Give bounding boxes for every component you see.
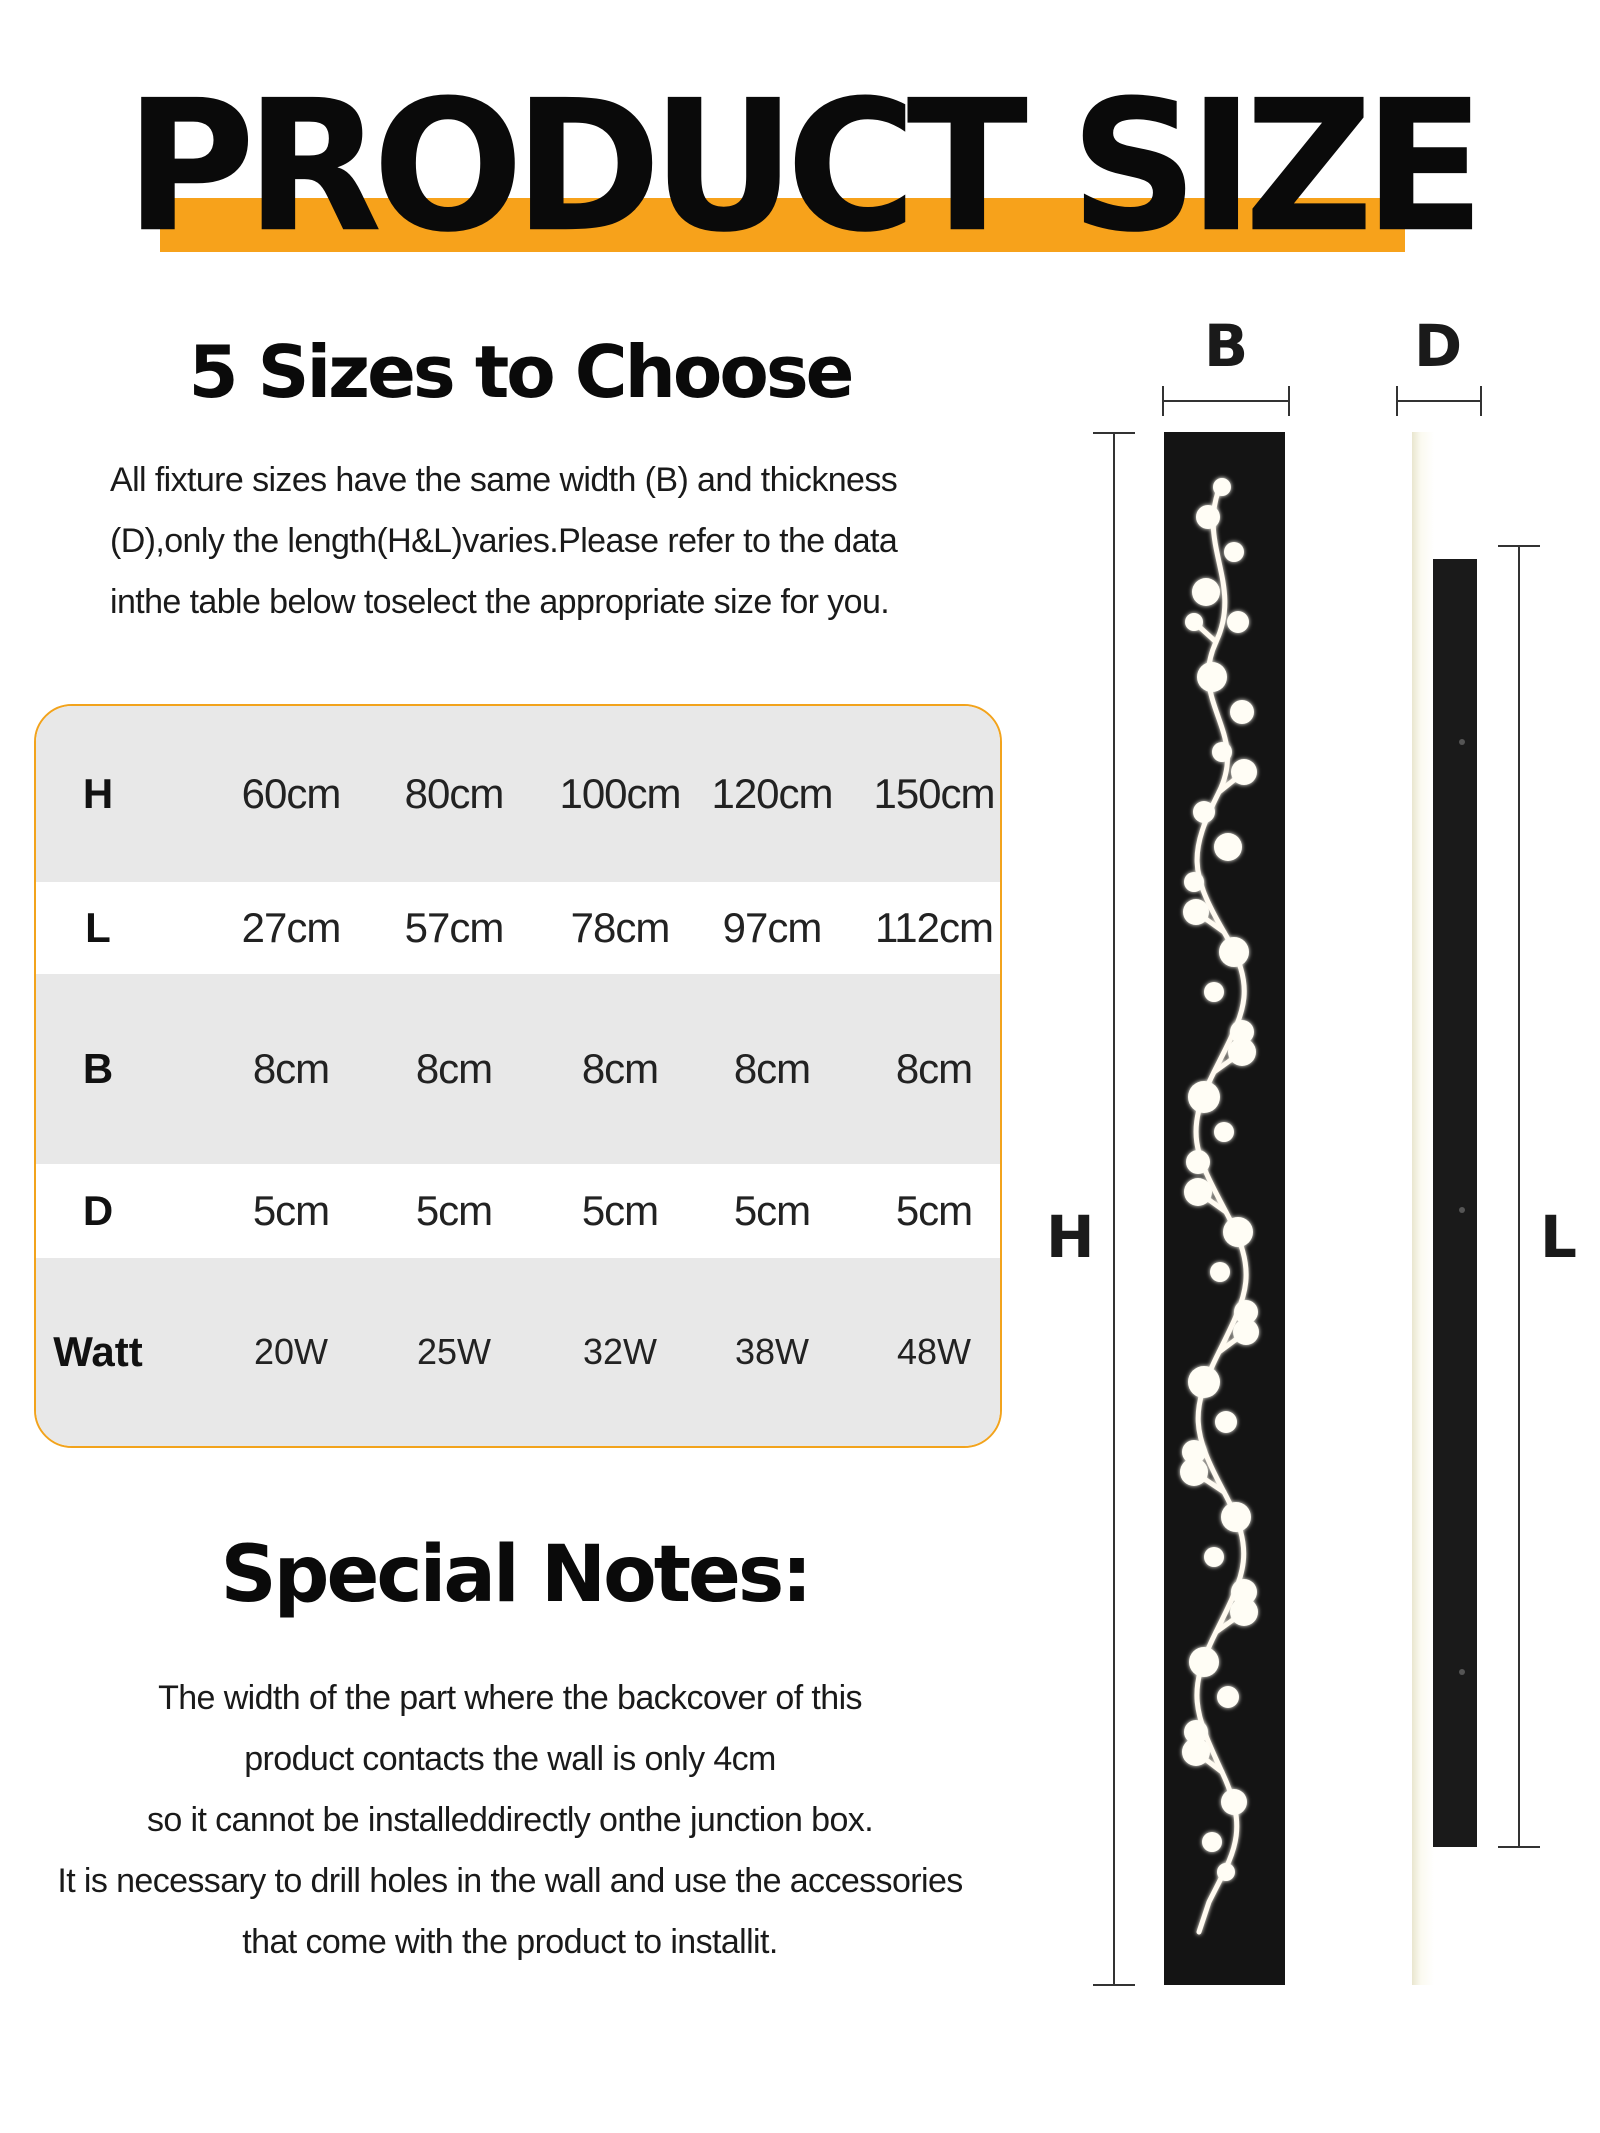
table-row-d — [36, 1164, 1000, 1258]
table-cell: 120cm — [711, 770, 833, 817]
table-cell: 112cm — [875, 904, 993, 951]
width-dimension-tick — [1162, 386, 1164, 416]
size-table — [34, 704, 1002, 1448]
height-label: H — [1046, 1203, 1095, 1271]
table-cell: 8cm — [733, 1045, 811, 1092]
table-cell: 38W — [734, 1331, 810, 1372]
table-cell: 5cm — [733, 1187, 811, 1234]
table-cell: 5cm — [895, 1187, 973, 1234]
table-row-h — [36, 706, 1000, 882]
table-cell: 5cm — [581, 1187, 659, 1234]
lamp-side-light-strip — [1412, 432, 1434, 1985]
intro-line: (D),only the length(H&L)varies.Please refer to the data — [110, 522, 898, 560]
table-cell: 57cm — [404, 904, 504, 951]
table-cell: 25W — [416, 1331, 492, 1372]
table-cell: 27cm — [241, 904, 341, 951]
row-label: Watt — [53, 1328, 143, 1375]
table-cell: 78cm — [570, 904, 670, 951]
note-line: that come with the product to installit. — [242, 1923, 778, 1961]
width-label: B — [1204, 312, 1249, 380]
notes-heading: Special Notes: — [220, 1530, 810, 1620]
mounting-screw — [1459, 1669, 1465, 1675]
intro-line: inthe table below toselect the appropriate size for you. — [110, 583, 890, 621]
height-dimension-line — [1113, 432, 1115, 1986]
table-cell: 8cm — [252, 1045, 330, 1092]
table-cell: 100cm — [559, 770, 681, 817]
table-cell: 5cm — [415, 1187, 493, 1234]
note-line: It is necessary to drill holes in the wall and use the accessories — [57, 1862, 963, 1900]
table-cell: 97cm — [722, 904, 822, 951]
intro-line: All fixture sizes have the same width (B) and thickness — [110, 461, 898, 499]
lamp-side-backcover — [1433, 559, 1477, 1847]
depth-dimension-tick — [1396, 386, 1398, 416]
height-dimension-tick — [1093, 432, 1135, 434]
table-cell: 150cm — [873, 770, 995, 817]
sizes-intro — [110, 450, 990, 633]
floral-vine-pattern — [1164, 432, 1285, 1985]
note-line: so it cannot be installeddirectly onthe junction box. — [146, 1801, 874, 1839]
table-row-l — [36, 882, 1000, 974]
width-dimension-tick — [1288, 386, 1290, 416]
page-title: PRODUCT SIZE — [124, 60, 1476, 273]
row-label: L — [85, 904, 111, 951]
width-dimension-line — [1162, 400, 1290, 402]
height-dimension-tick — [1093, 1984, 1135, 1986]
special-notes — [30, 1668, 990, 1973]
row-label: D — [82, 1187, 114, 1234]
table-cell: 5cm — [252, 1187, 330, 1234]
length-dimension-line — [1518, 545, 1520, 1847]
lamp-front-view — [1164, 432, 1285, 1985]
table-cell: 60cm — [241, 770, 341, 817]
table-row-watt — [36, 1258, 1000, 1446]
table-row-b — [36, 974, 1000, 1164]
table-cell: 8cm — [415, 1045, 493, 1092]
length-dimension-tick — [1498, 545, 1540, 547]
note-line: product contacts the wall is only 4cm — [244, 1740, 776, 1778]
sizes-heading: 5 Sizes to Choose — [188, 330, 852, 414]
table-cell: 32W — [582, 1331, 658, 1372]
depth-dimension-tick — [1480, 386, 1482, 416]
note-line: The width of the part where the backcover of this — [158, 1679, 862, 1717]
table-cell: 48W — [896, 1331, 972, 1372]
table-cell: 20W — [253, 1331, 329, 1372]
mounting-screw — [1459, 739, 1465, 745]
mounting-screw — [1459, 1207, 1465, 1213]
row-label: H — [82, 770, 114, 817]
depth-dimension-line — [1396, 400, 1482, 402]
row-label: B — [82, 1045, 114, 1092]
table-cell: 8cm — [581, 1045, 659, 1092]
table-cell: 80cm — [404, 770, 504, 817]
table-cell: 8cm — [895, 1045, 973, 1092]
depth-label: D — [1414, 312, 1463, 380]
length-label: L — [1540, 1203, 1577, 1271]
length-dimension-tick — [1498, 1846, 1540, 1848]
